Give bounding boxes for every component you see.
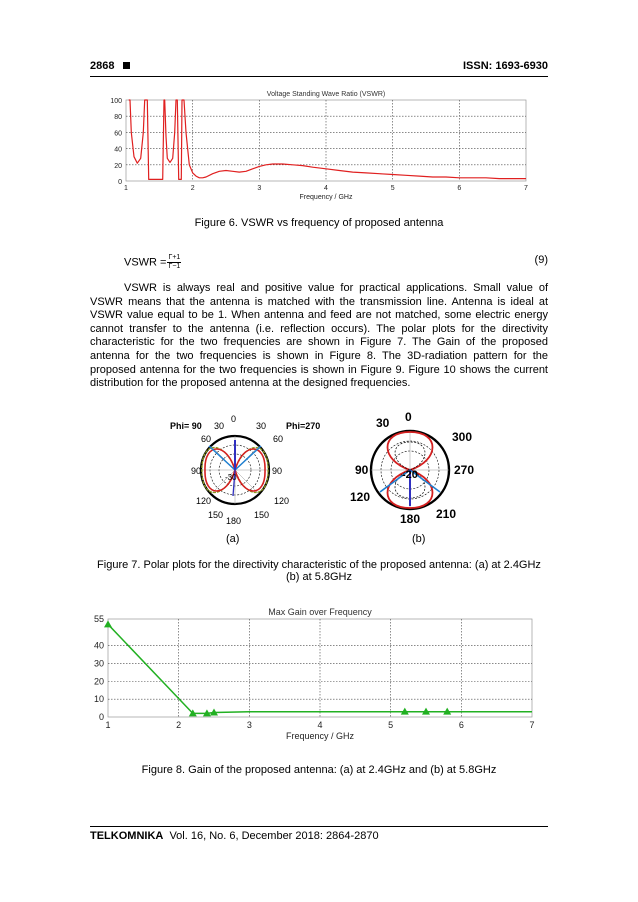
figure6-caption: Figure 6. VSWR vs frequency of proposed antenna	[194, 217, 444, 229]
angle-label: 120	[196, 496, 212, 506]
angle-label: 300	[452, 430, 473, 444]
vswr-chart	[96, 88, 536, 210]
y-tick-label: 0	[118, 179, 122, 186]
footer-rule	[90, 826, 548, 827]
x-tick-label: 3	[257, 185, 262, 192]
y-tick-label: 0	[98, 712, 104, 722]
angle-label: 180	[226, 516, 242, 526]
angle-label: 150	[208, 510, 224, 520]
angle-label: 0	[231, 414, 237, 424]
figure8-caption: Figure 8. Gain of the proposed antenna: (a) at 2.4GHz and (b) at 5.8GHz	[141, 764, 497, 776]
data-point-marker	[104, 620, 112, 627]
series-line	[129, 100, 526, 179]
phi-left-label: Phi= 90	[170, 421, 202, 431]
phi-right-label: Phi=270	[286, 421, 321, 431]
y-tick-label: 80	[114, 114, 122, 122]
angle-label: 30	[376, 416, 390, 430]
chart-title: Voltage Standing Wave Ratio (VSWR)	[266, 91, 386, 98]
x-tick-label: 1	[105, 720, 111, 730]
y-tick-label: 40	[114, 146, 122, 154]
x-tick-label: 7	[529, 720, 535, 730]
y-tick-label: 100	[110, 98, 122, 105]
angle-label: 60	[273, 434, 284, 444]
x-tick-label: 6	[458, 720, 464, 730]
y-tick-label: 40	[93, 640, 104, 651]
chart-title: Max Gain over Frequency	[268, 607, 372, 617]
x-tick-label: 2	[176, 720, 182, 730]
center-label: -20	[402, 469, 418, 481]
angle-label: 60	[201, 434, 212, 444]
angle-label: 210	[436, 507, 457, 521]
y-tick-label: 60	[114, 130, 122, 138]
y-tick-label: 20	[93, 676, 104, 687]
y-tick-label: 30	[93, 658, 104, 669]
square-bullet-icon	[123, 62, 130, 69]
x-tick-label: 6	[457, 185, 462, 192]
x-axis-label: Frequency / GHz	[299, 194, 353, 201]
x-tick-label: 3	[246, 720, 252, 730]
footer-citation: TELKOMNIKA Vol. 16, No. 6, December 2018: 2864-2870	[90, 830, 379, 842]
angle-label: 0	[405, 410, 412, 424]
angle-label: 120	[274, 496, 290, 506]
max-gain-chart	[88, 605, 544, 749]
header-rule	[90, 76, 548, 77]
angle-label: 120	[350, 490, 371, 504]
x-tick-label: 5	[388, 720, 394, 730]
y-tick-label: 20	[114, 162, 122, 170]
vswr-equation: VSWR = $\frac{\Gamma+1}{\Gamma-1}$	[124, 254, 181, 270]
x-tick-label: 5	[390, 185, 395, 192]
y-tick-label: 55	[93, 614, 104, 624]
x-tick-label: 1	[124, 185, 128, 192]
x-axis-label: Frequency / GHz	[285, 731, 355, 741]
equation-number: (9)	[534, 254, 548, 266]
y-tick-label: 10	[93, 694, 104, 705]
polar-plot-b	[345, 408, 505, 528]
angle-label: 90	[355, 463, 369, 477]
angle-label: 30	[214, 421, 225, 431]
x-tick-label: 4	[324, 185, 328, 192]
figure7a-label: (a)	[226, 533, 240, 545]
center-label: -30	[225, 473, 237, 482]
figure7b-label: (b)	[412, 533, 426, 545]
issn: ISSN: 1693-6930	[463, 60, 548, 72]
x-tick-label: 2	[190, 185, 195, 192]
body-paragraph: VSWR is always real and positive value for practical applications. Small value of VSWR means that the antenna is matched with the transmission line. Antenna is ideal at VSWR value equal to be 1. When antenna and feed are not matched, some electric energy cannot transfer to the antenna (i.e. reflection occurs). The polar plots for the directivity characteristic for the two frequencies are shown in Figure 7. The Gain of the proposed antenna for the two frequencies is shown in Figure 8. The 3D-radiation pattern for the proposed antenna for the two frequencies is shown in Figure 9. Figure 10 shows the current distribution for the proposed antenna at the designed frequencies.	[90, 282, 548, 390]
angle-label: 90	[191, 466, 202, 476]
angle-label: 180	[400, 512, 421, 526]
eq-numerator: Γ+1	[168, 254, 181, 261]
angle-label: 270	[454, 463, 475, 477]
page-number: 2868	[90, 60, 130, 72]
angle-label: 30	[256, 421, 267, 431]
eq-denominator: Γ−1	[168, 263, 181, 270]
angle-label: 150	[254, 510, 270, 520]
figure7-caption: Figure 7. Polar plots for the directivity characteristic of the proposed antenna: (a) at 2.4GHz (b) at 5.8GHz	[97, 559, 541, 583]
x-tick-label: 4	[317, 720, 323, 730]
polar-plot-a	[168, 408, 328, 528]
x-tick-label: 7	[524, 185, 528, 192]
angle-label: 90	[272, 466, 283, 476]
